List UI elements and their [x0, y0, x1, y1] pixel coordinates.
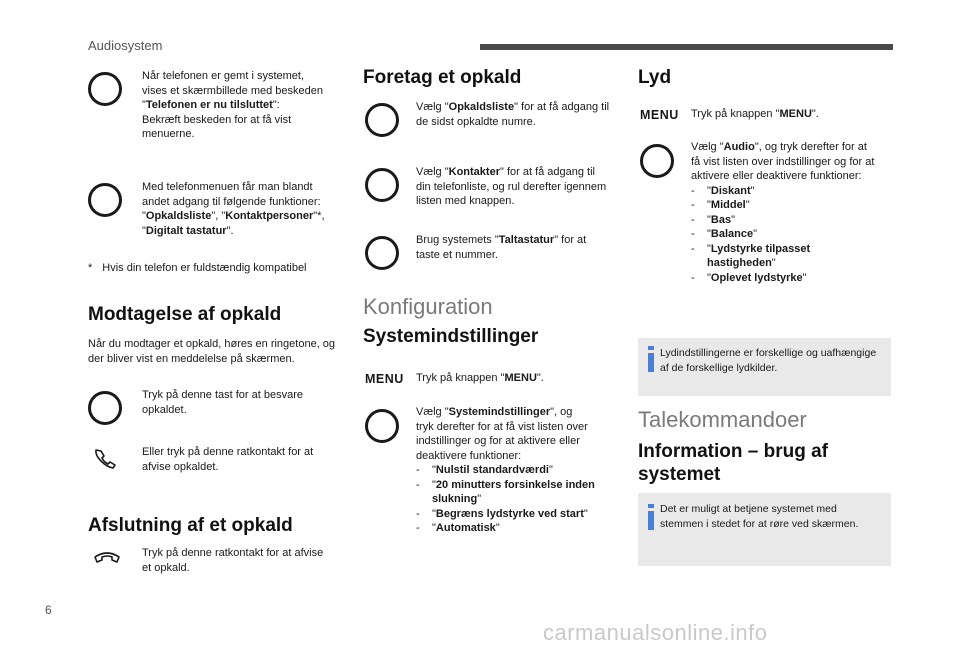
list-item: - "Automatisk" [416, 522, 500, 534]
answer-key-icon [88, 391, 122, 425]
menu-button-icon: MENU [365, 372, 404, 386]
audio-paragraph: Vælg "Audio", og tryk derefter for at få vist listen over indstillinger og for at aktivere eller deaktivere funktioner: - "Diskant" - "Middel" - "Bas" - "Balance" - "Lydstyrke tilpasset hastigheden" - "Oplevet lydstyrke" [691, 140, 891, 285]
list-item: - "Nulstil standardværdi" [416, 464, 553, 476]
heading-system-settings: Systemindstillinger [363, 326, 539, 347]
list-item: - "Bas" [691, 213, 735, 226]
list-item: - "Begræns lydstyrke ved start" [416, 507, 588, 520]
section-header: Audiosystem [88, 38, 163, 53]
phone-stored-paragraph: Når telefonen er gemt i systemet, vises et skærmbillede med beskeden "Telefonen er nu tilsluttet": Bekræft beskeden for at få vist menuerne. [142, 70, 323, 140]
heading-system-info: Information – brug af systemet [638, 441, 828, 485]
answer-paragraph: Tryk på denne tast for at besvare opkaldet. [142, 389, 304, 416]
phone-menu-icon [88, 183, 122, 217]
list-item: - "Balance" [691, 228, 758, 240]
list-item: - "Diskant" [691, 184, 755, 197]
list-item: - "20 minutters forsinkelse inden slukning" [416, 478, 595, 505]
menu-button-icon: MENU [640, 108, 679, 122]
receive-intro: Når du modtager et opkald, høres en ringetone, og der bliver vist en meddelelse på skærmen. [88, 338, 336, 365]
system-menu-paragraph: Tryk på knappen "MENU". [416, 372, 544, 384]
steering-switch-icon [93, 446, 119, 472]
sound-menu-paragraph: Tryk på knappen "MENU". [691, 108, 819, 120]
header-rule [480, 44, 893, 50]
list-item: - "Lydstyrke tilpasset hastigheden" [691, 242, 811, 269]
heading-sound: Lyd [638, 67, 672, 88]
system-settings-icon [365, 409, 399, 443]
page-number: 6 [45, 603, 52, 617]
keypad-paragraph: Brug systemets "Taltastatur" for at taste et nummer. [416, 234, 587, 261]
heading-receive-call: Modtagelse af opkald [88, 304, 282, 325]
phone-menu-paragraph: Med telefonmenuen får man blandt andet adgang til følgende funktioner: "Opkaldsliste", "Kontaktpersoner"*, "Digitalt tastatur". [142, 181, 325, 237]
contacts-paragraph: Vælg "Kontakter" for at få adgang til din telefonliste, og rul derefter igennem listen med knappen. [416, 166, 607, 207]
heading-make-call: Foretag et opkald [363, 67, 522, 88]
end-call-paragraph: Tryk på denne ratkontakt for at afvise et opkald. [142, 547, 324, 574]
list-item: - "Middel" [691, 199, 750, 211]
list-item: - "Oplevet lydstyrke" [691, 271, 807, 284]
heading-end-call: Afslutning af et opkald [88, 515, 293, 536]
info-icon [646, 504, 656, 530]
hangup-switch-icon [93, 548, 121, 568]
info-box-voice: Det er muligt at betjene systemet med stemmen i stedet for at røre ved skærmen. [638, 493, 891, 566]
audio-settings-icon [640, 144, 674, 178]
phone-screen-icon [88, 72, 122, 106]
info-box-sound: Lydindstillingerne er forskellige og uafhængige af de forskellige lydkilder. [638, 338, 891, 396]
heading-configuration: Konfiguration [363, 294, 493, 319]
contacts-icon [365, 168, 399, 202]
keypad-icon [365, 236, 399, 270]
call-log-icon [365, 103, 399, 137]
watermark: carmanualsonline.info [543, 620, 768, 645]
info-icon [646, 346, 656, 372]
footnote: * Hvis din telefon er fuldstændig kompatibel [88, 262, 307, 274]
heading-voice-commands: Talekommandoer [638, 407, 807, 432]
call-log-paragraph: Vælg "Opkaldsliste" for at få adgang til de sidst opkaldte numre. [416, 101, 610, 128]
reject-paragraph: Eller tryk på denne ratkontakt for at afvise opkaldet. [142, 446, 314, 473]
system-settings-paragraph: Vælg "Systemindstillinger", og tryk derefter for at få vist listen over indstillinger og for at aktivere eller deaktivere funktioner: - "Nulstil standardværdi" - "20 minutters forsinkelse inden slukning" - "Begræns lydstyrke ved start" - "Automatisk" [416, 405, 616, 536]
